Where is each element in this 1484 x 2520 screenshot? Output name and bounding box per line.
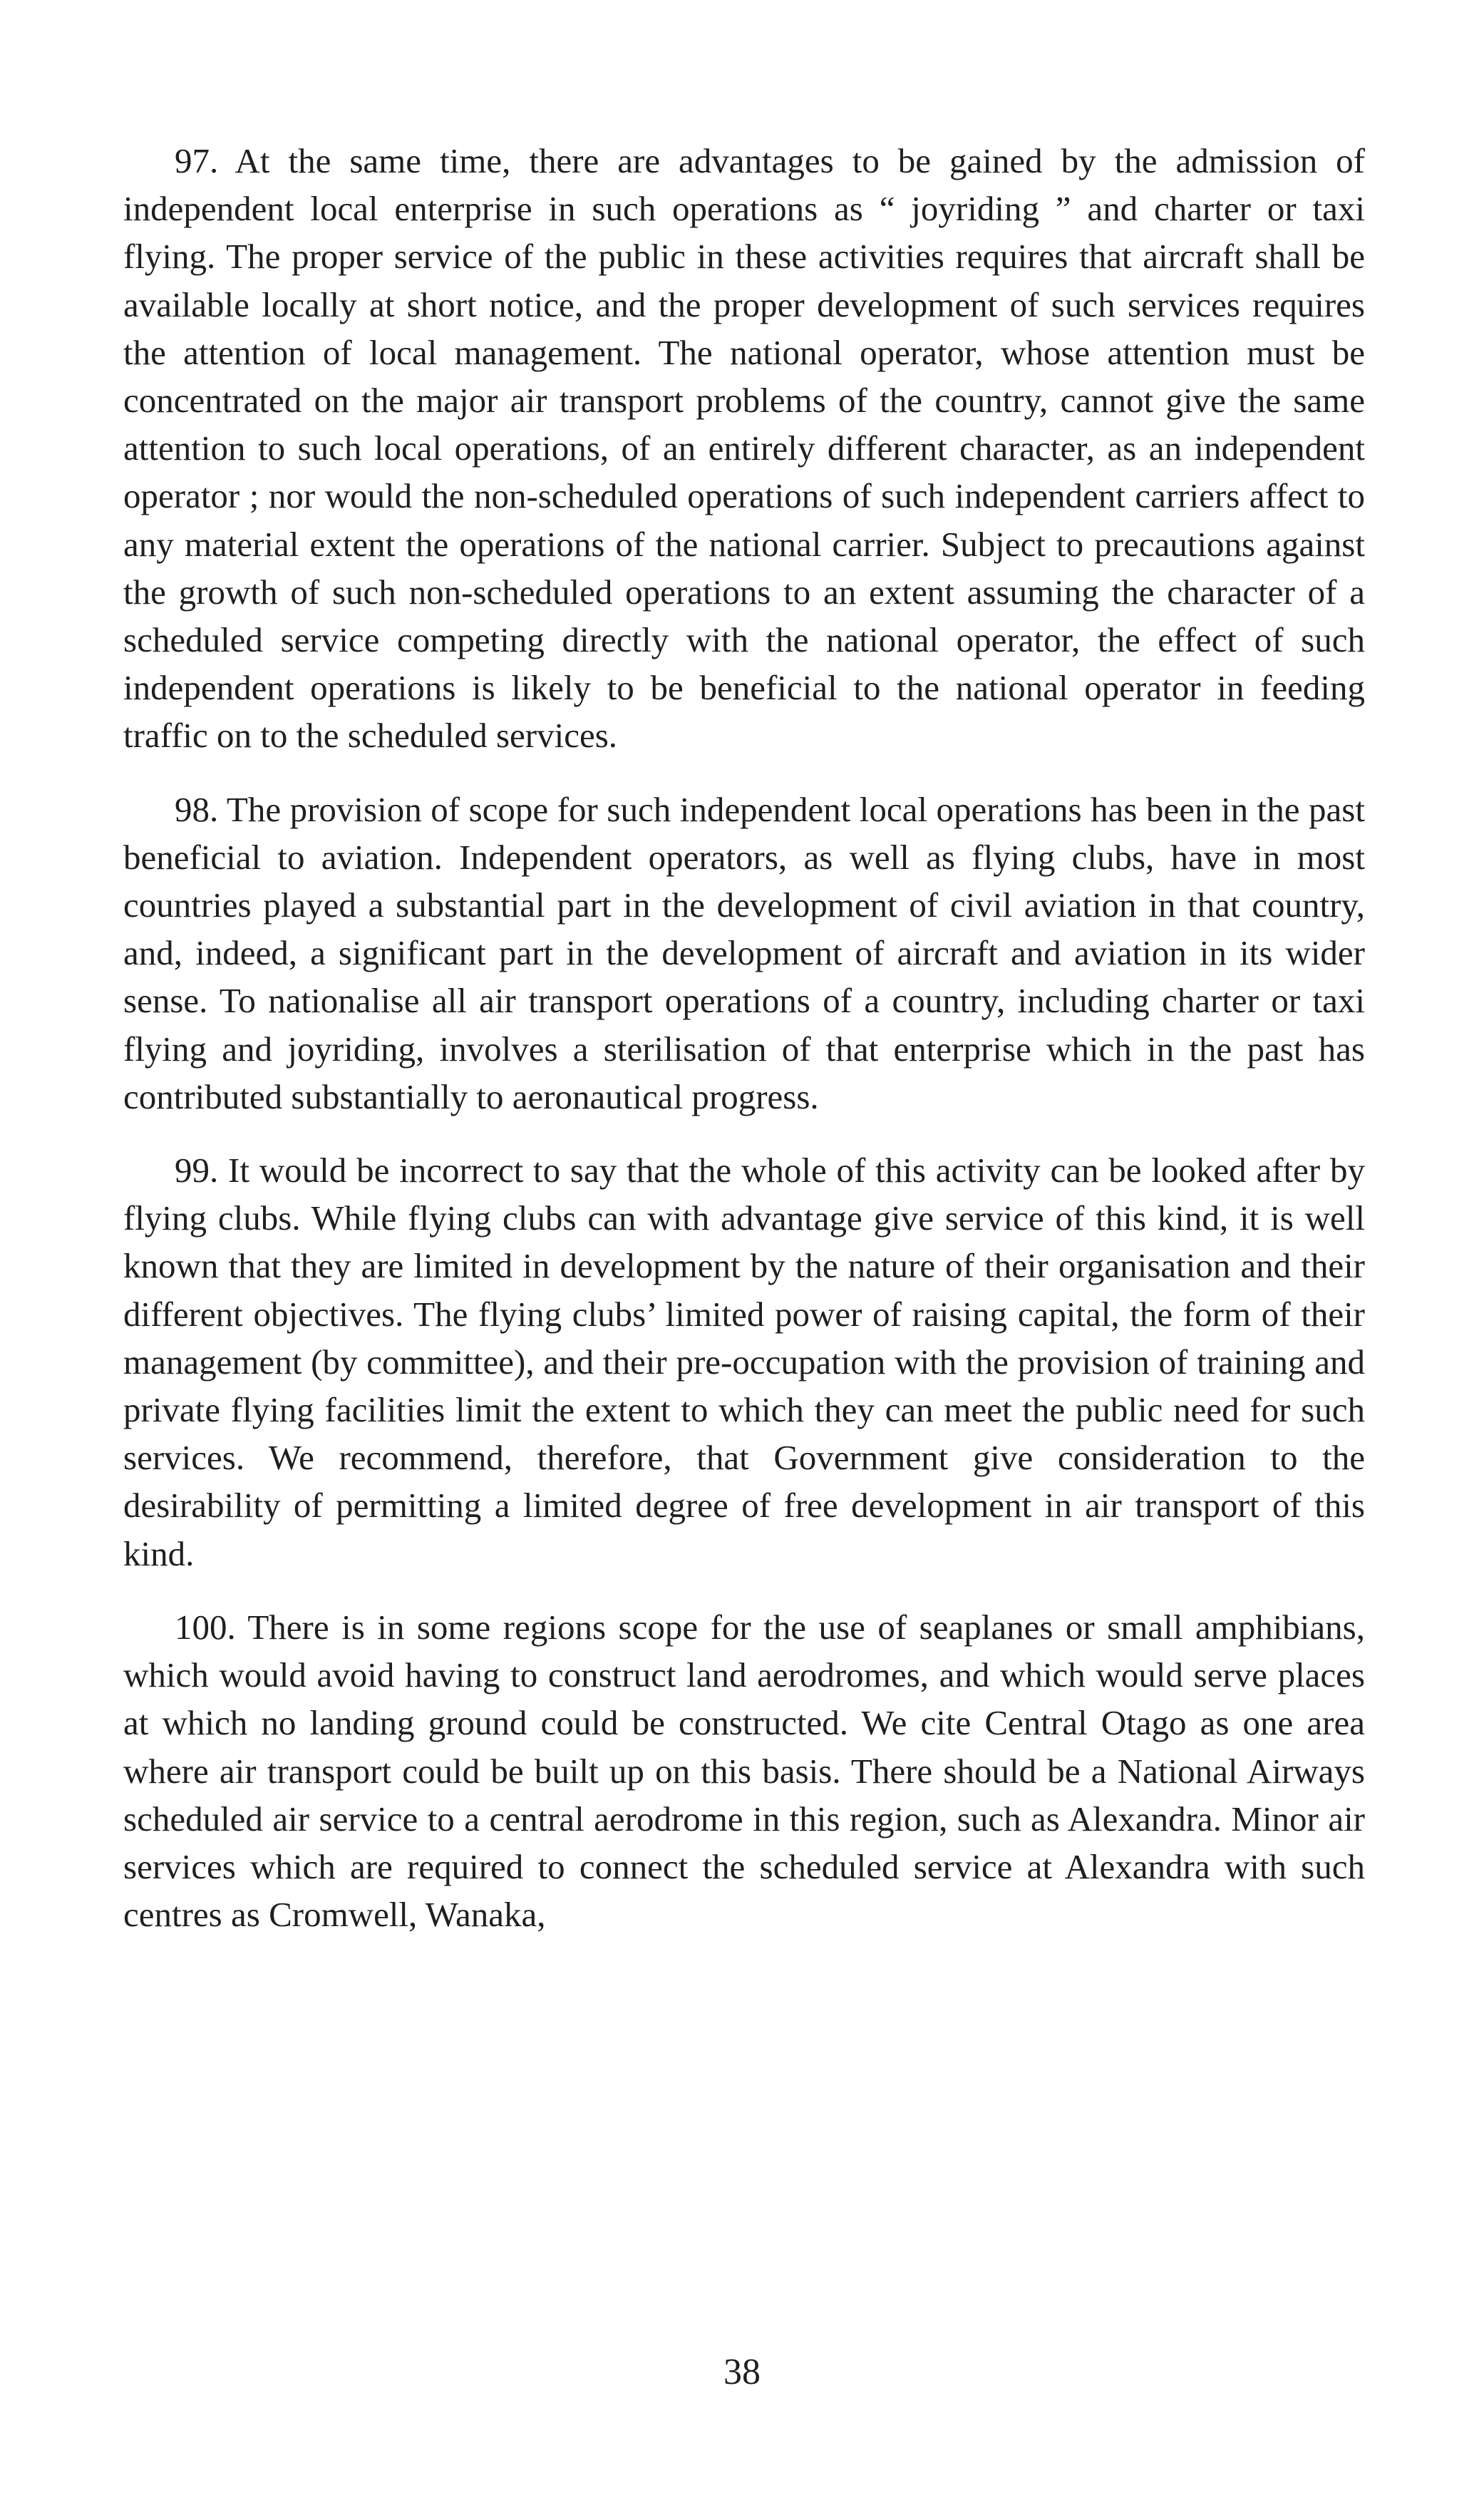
paragraph-99: 99. It would be incorrect to say that the whole of this activity can be looked after by flying clubs. While flying clubs can with advantage give service of this kind, it is well known that they are limited in development by the nature of their organisation and their different objectives. The flying clubs’ limited power of raising capital, the form of their management (by committee), and their pre-occupation with the provision of training and private flying facilities limit the extent to which they can meet the public need for such services. We recommend, therefore, that Government give consideration to the desirability of permitting a limited degree of free development in air transport of this kind. — [123, 1151, 1365, 1573]
paragraph-98: 98. The provision of scope for such independent local operations has been in the past beneficial to aviation. Independent operators, as well as flying clubs, have in most countries played a substantial part in the development of civil aviation in that country, and, indeed, a significant part in the development of aircraft and aviation in its wider sense. To nationalise all air transport operations of a country, including charter or taxi flying and joyriding, involves a sterilisation of that enterprise which in the past has contributed substantially to aeronautical progress. — [123, 789, 1365, 1116]
paragraph-100: 100. There is in some regions scope for the use of seaplanes or small amphibians, which would avoid having to construct land aerodromes, and which would serve places at which no landing ground could be constructed. We cite Central Otago as one area where air transport could be built up on this basis. There should be a National Airways scheduled air service to a central aerodrome in this region, such as Alexandra. Minor air services which are required to connect the scheduled service at Alexandra with such centres as Cromwell, Wanaka, — [123, 1607, 1365, 1935]
body-text — [123, 137, 1365, 1964]
paragraph-97: 97. At the same time, there are advantages to be gained by the admission of independent local enterprise in such operations as “ joyriding ” and charter or taxi flying. The proper service of the public in these activities requires that aircraft shall be available locally at short notice, and the proper development of such services requires the attention of local management. The national operator, whose attention must be concentrated on the major air transport problems of the country, cannot give the same attention to such local operations, of an entirely different character, as an independent operator ; nor would the non-scheduled operations of such independent carriers affect to any material extent the operations of the national carrier. Subject to precautions against the growth of such non-scheduled operations to an extent assuming the character of a scheduled service competing directly with the national operator, the effect of such independent operations is likely to be beneficial to the national operator in feeding traffic on to the scheduled services. — [123, 141, 1365, 756]
page-number: 38 — [723, 2352, 761, 2392]
